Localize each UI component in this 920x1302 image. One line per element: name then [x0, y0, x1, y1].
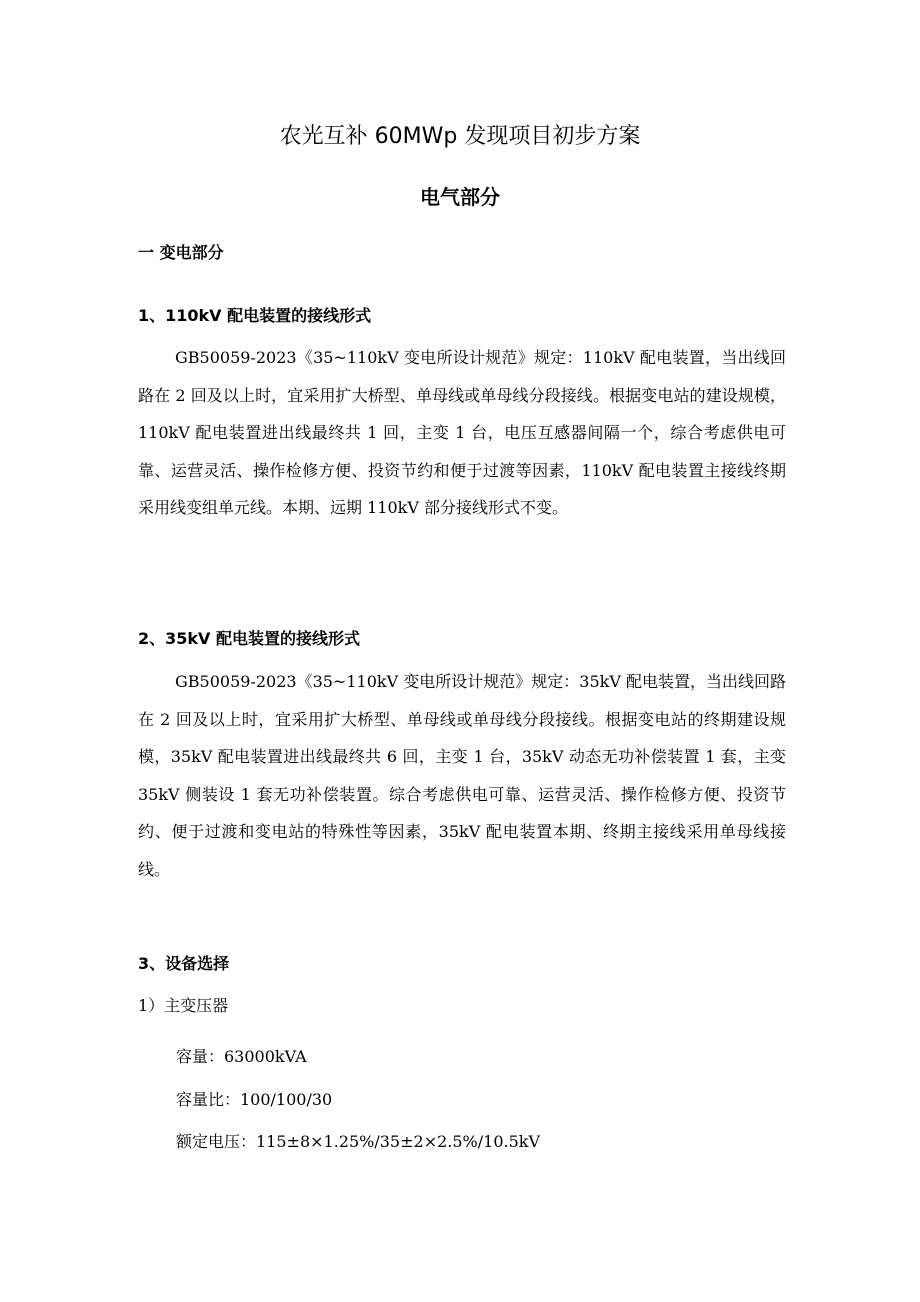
spec-rated-voltage: 额定电压：115±8×1.25%/35±2×2.5%/10.5kV: [176, 1132, 541, 1151]
paragraph-110kv: GB50059-2023《35~110kV 变电所设计规范》规定：110kV 配电装置，当出线回路在 2 回及以上时，宜采用扩大桥型、单母线或单母线分段接线。根据变电站的建设规模，110kV 配电装置进出线最终共 1 回，主变 1 台，电压互感器间隔一个，综合考虑供电可靠、运营灵活、操作检修方便、投资节约和便于过渡等因素，110kV 配电装置主接线终期采用线变组单元线。本期、远期 110kV 部分接线形式不变。: [138, 348, 786, 518]
subsection-heading-equipment: 3、设备选择: [138, 954, 230, 973]
section-heading: 一 变电部分: [138, 243, 224, 262]
document-title: 农光互补 60MWp 发现项目初步方案: [279, 124, 641, 149]
spec-capacity: 容量：63000kVA: [176, 1047, 307, 1066]
list-item-main-transformer: 1）主变压器: [138, 996, 229, 1015]
paragraph-35kv: GB50059-2023《35~110kV 变电所设计规范》规定：35kV 配电装置，当出线回路在 2 回及以上时，宜采用扩大桥型、单母线或单母线分段接线。根据变电站的终期建设规模，35kV 配电装置进出线最终共 6 回，主变 1 台，35kV 动态无功补偿装置 1 套，主变 35kV 侧装设 1 套无功补偿装置。综合考虑供电可靠、运营灵活、操作检修方便、投资节约、便于过渡和变电站的特殊性等因素，35kV 配电装置本期、终期主接线采用单母线接线。: [138, 672, 786, 879]
subsection-heading-35kv: 2、35kV 配电装置的接线形式: [138, 629, 360, 648]
document-subtitle: 电气部分: [420, 185, 500, 209]
spec-capacity-ratio: 容量比：100/100/30: [176, 1090, 333, 1109]
subsection-heading-110kv: 1、110kV 配电装置的接线形式: [138, 306, 372, 325]
